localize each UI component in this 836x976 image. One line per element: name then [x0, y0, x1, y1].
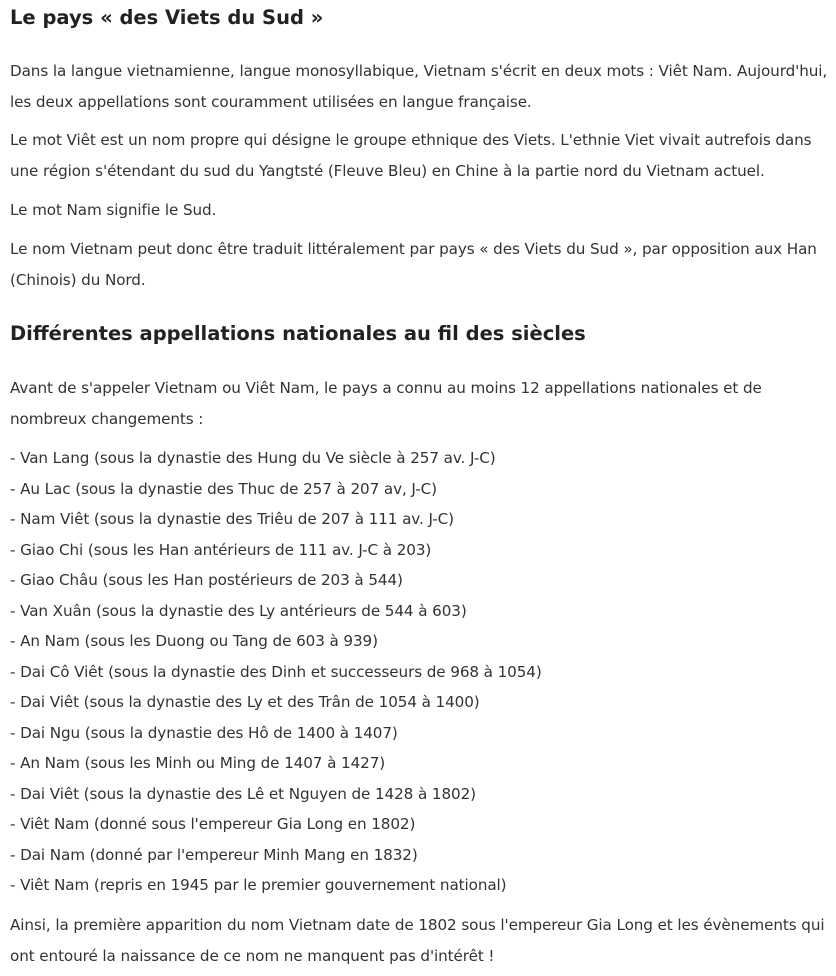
appellations-list	[10, 443, 830, 901]
list-item: - Dai Viêt (sous la dynastie des Ly et des Trân de 1054 à 1400)	[10, 693, 480, 711]
paragraph-langue: Dans la langue vietnamienne, langue monosyllabique, Vietnam s'écrit en deux mots : Viêt Nam. Aujourd'hui, les deux appellations sont couramment utilisées en langue française.	[10, 62, 828, 111]
list-item: - Van Xuân (sous la dynastie des Ly antérieurs de 544 à 603)	[10, 601, 467, 620]
list-item: - Dai Cô Viêt (sous la dynastie des Dinh et successeurs de 968 à 1054)	[10, 662, 542, 681]
list-item: - Viêt Nam (donné sous l'empereur Gia Long en 1802)	[10, 815, 416, 833]
list-item: - An Nam (sous les Duong ou Tang de 603 à 939)	[10, 632, 378, 650]
list-item: - Dai Ngu (sous la dynastie des Hô de 1400 à 1407)	[10, 723, 398, 742]
list-item: - Giao Châu (sous les Han postérieurs de 203 à 544)	[10, 571, 403, 589]
paragraph-traduction: Le nom Vietnam peut donc être traduit littéralement par pays « des Viets du Sud », par opposition aux Han (Chinois) du Nord.	[10, 240, 817, 289]
list-item: - Dai Nam (donné par l'empereur Minh Mang en 1832)	[10, 845, 418, 864]
paragraph-mot-viet: Le mot Viêt est un nom propre qui désigne le groupe ethnique des Viets. L'ethnie Viet vivait autrefois dans une région s'étendant du sud du Yangtsté (Fleuve Bleu) en Chine à la partie nord du Vietnam actuel.	[10, 131, 812, 180]
list-item: - Au Lac (sous la dynastie des Thuc de 257 à 207 av, J-C)	[10, 479, 437, 498]
list-item: - Giao Chi (sous les Han antérieurs de 111 av. J-C à 203)	[10, 540, 432, 559]
section-heading-appellations: Différentes appellations nationales au fil des siècles	[10, 322, 586, 345]
paragraph-intro-appellations: Avant de s'appeler Vietnam ou Viêt Nam, le pays a connu au moins 12 appellations nationales et de nombreux changements :	[10, 379, 762, 428]
list-item: - Dai Viêt (sous la dynastie des Lê et Nguyen de 1428 à 1802)	[10, 784, 476, 803]
paragraph-conclusion: Ainsi, la première apparition du nom Vietnam date de 1802 sous l'empereur Gia Long et les évènements qui ont entouré la naissance de ce nom ne manquent pas d'intérêt !	[10, 916, 825, 965]
section-heading-pays-des-viets: Le pays « des Viets du Sud »	[10, 6, 324, 29]
list-item: - Nam Viêt (sous la dynastie des Triêu de 207 à 111 av. J-C)	[10, 510, 454, 528]
list-item: - An Nam (sous les Minh ou Ming de 1407 à 1427)	[10, 754, 386, 772]
list-item: - Viêt Nam (repris en 1945 par le premier gouvernement national)	[10, 876, 507, 894]
list-item: - Van Lang (sous la dynastie des Hung du Ve siècle à 257 av. J-C)	[10, 449, 496, 467]
paragraph-mot-nam: Le mot Nam signifie le Sud.	[10, 201, 217, 219]
